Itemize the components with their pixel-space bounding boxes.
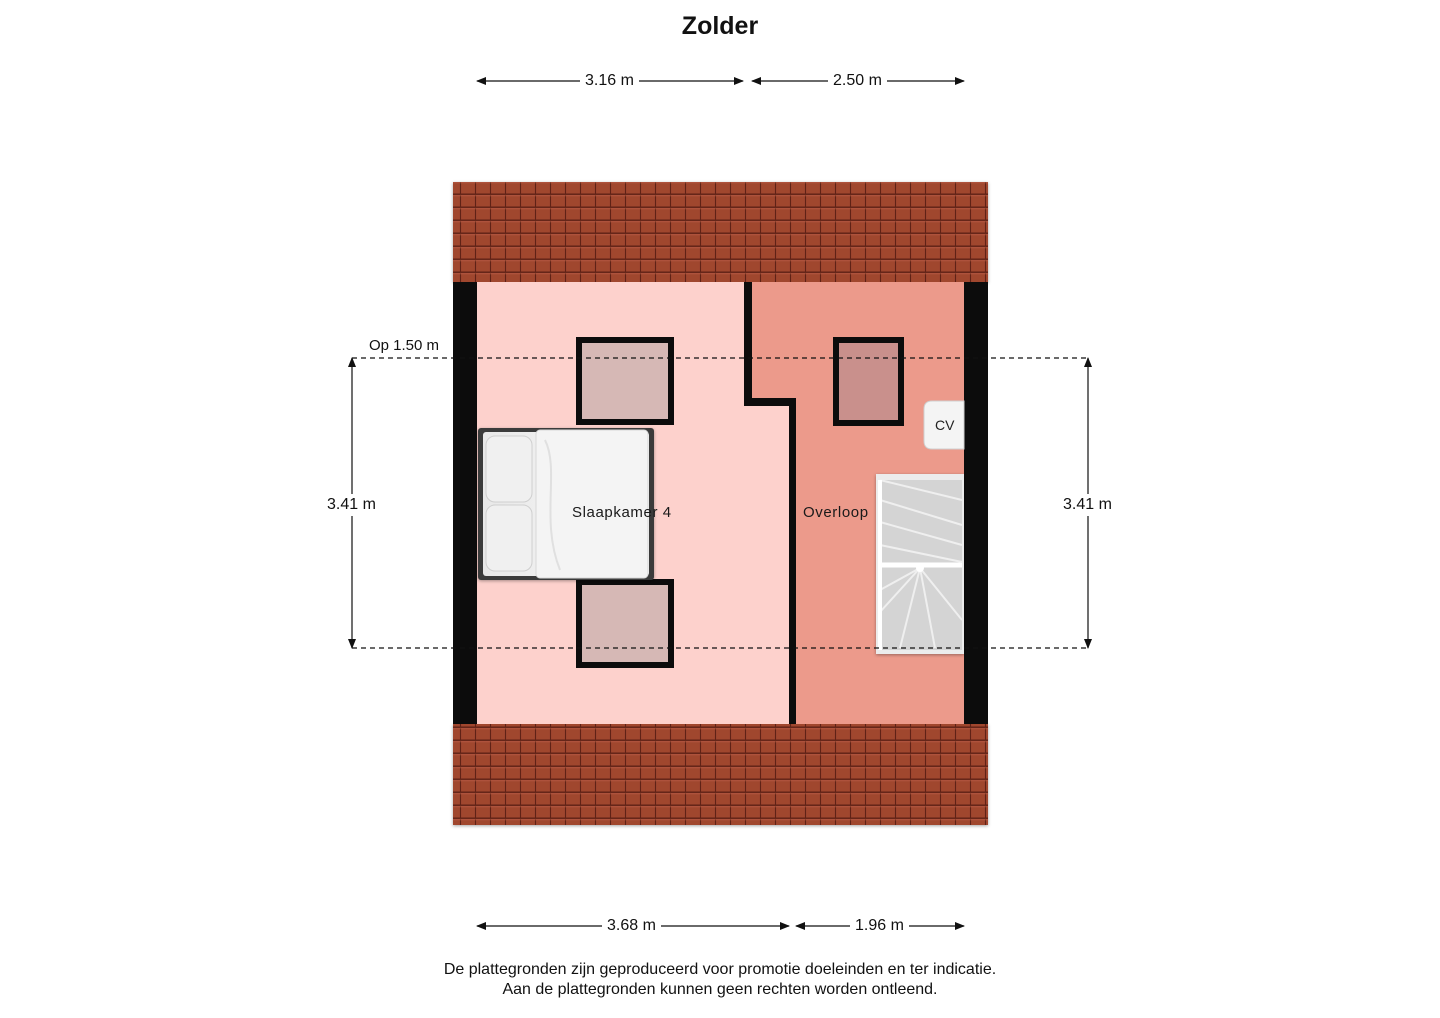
wall-right <box>964 282 988 724</box>
staircase <box>876 474 964 654</box>
dim-top-right: 2.50 m <box>828 72 887 90</box>
dim-side-left: 3.41 m <box>322 494 381 516</box>
dim-bottom-right: 1.96 m <box>850 917 909 935</box>
cv-label: CV <box>935 417 955 433</box>
skylight-bedroom-top <box>576 337 674 425</box>
dim-side-right: 3.41 m <box>1058 494 1117 516</box>
skylight-bedroom-bottom <box>576 579 674 668</box>
roof-tiles-bottom <box>453 724 988 825</box>
room-label-bedroom: Slaapkamer 4 <box>572 504 672 521</box>
disclaimer <box>0 960 1440 1000</box>
dim-top-left: 3.16 m <box>580 72 639 90</box>
dim-bottom-left: 3.68 m <box>602 917 661 935</box>
disclaimer-line-1: De plattegronden zijn geproduceerd voor promotie doeleinden en ter indicatie. <box>443 961 997 978</box>
wall-left <box>453 282 477 724</box>
page-title: Zolder <box>681 12 759 40</box>
room-label-landing: Overloop <box>803 504 869 521</box>
disclaimer-line-2: Aan de plattegronden kunnen geen rechten worden ontleend. <box>502 981 938 998</box>
roof-tiles-top <box>453 182 988 282</box>
height-note: Op 1.50 m <box>369 337 440 354</box>
skylight-landing <box>833 337 904 426</box>
